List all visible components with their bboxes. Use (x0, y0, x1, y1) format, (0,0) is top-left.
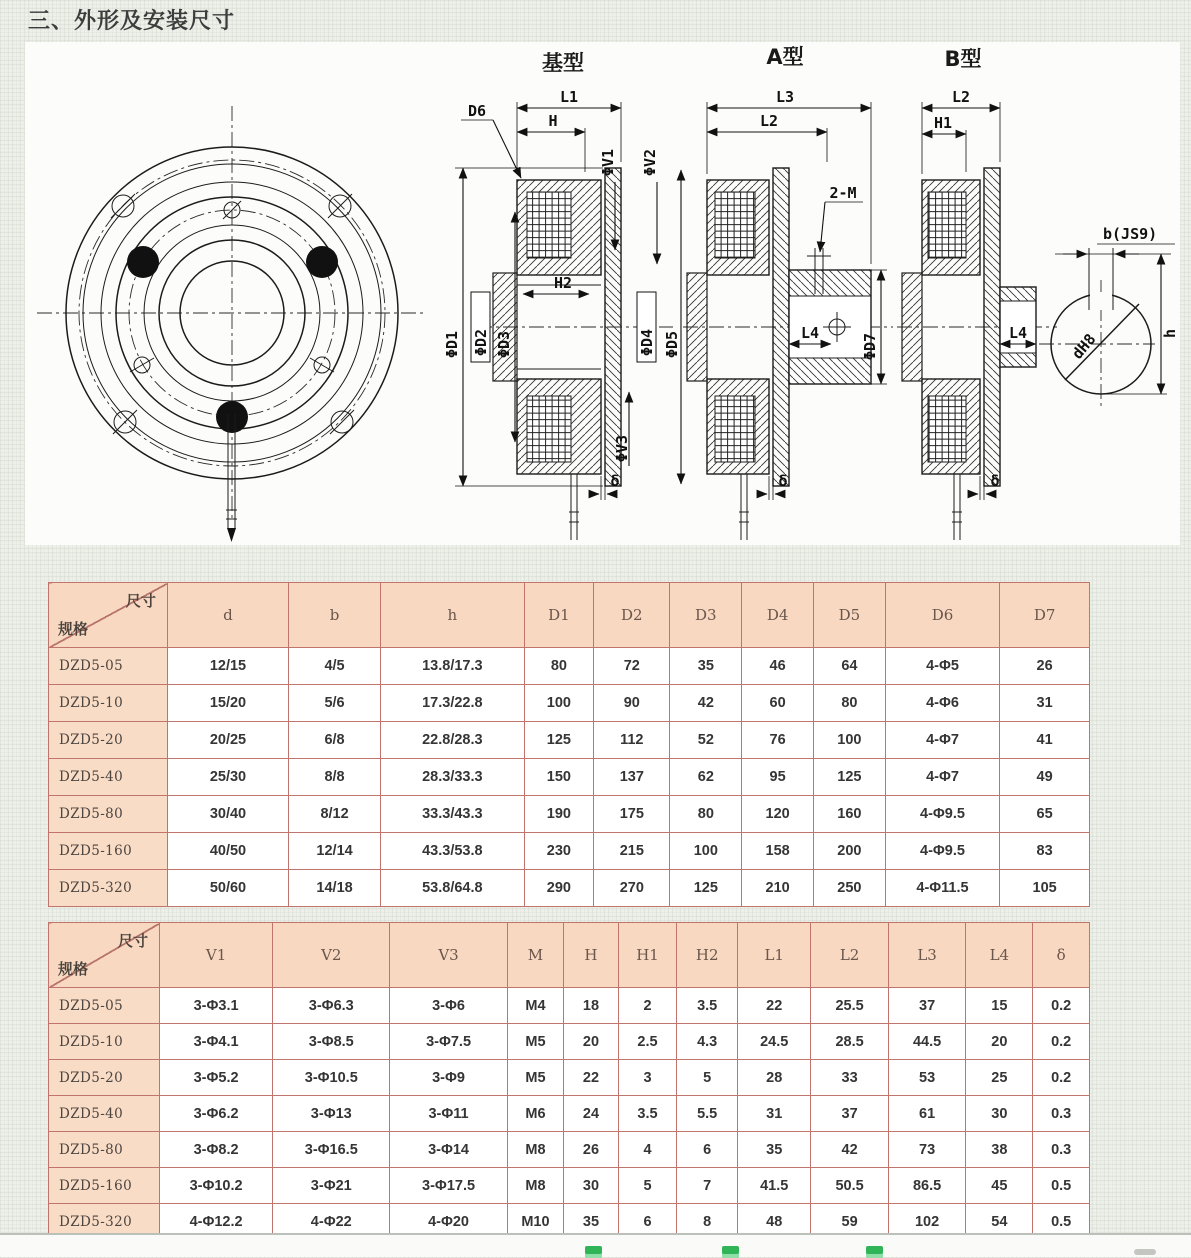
value-cell: 25.5 (811, 988, 889, 1024)
value-cell: 3-Φ3.1 (160, 988, 273, 1024)
value-cell: M10 (507, 1204, 564, 1240)
value-cell: 3-Φ8.5 (273, 1024, 390, 1060)
value-cell: 112 (594, 722, 670, 759)
value-cell: 83 (1000, 833, 1090, 870)
model-cell: DZD5-320 (49, 870, 168, 907)
value-cell: 37 (811, 1096, 889, 1132)
value-cell: 3 (618, 1060, 677, 1096)
value-cell: 65 (1000, 796, 1090, 833)
value-cell: 40/50 (167, 833, 288, 870)
dim-label-h2: H2 (553, 274, 573, 292)
header-row (49, 923, 1090, 988)
dim-label-delta-a: δ (778, 472, 788, 490)
value-cell: 0.2 (1033, 1060, 1090, 1096)
value-cell: 3-Φ14 (390, 1132, 507, 1168)
value-cell: 190 (524, 796, 594, 833)
column-header-L2: L2 (811, 923, 889, 988)
column-header-H1: H1 (618, 923, 677, 988)
value-cell: 20 (564, 1024, 618, 1060)
value-cell: 3-Φ10.5 (273, 1060, 390, 1096)
dim-label-h: H (548, 112, 558, 130)
value-cell: M6 (507, 1096, 564, 1132)
green-sheet-icon[interactable] (722, 1246, 739, 1258)
table-row (49, 1024, 1090, 1060)
column-header-L3: L3 (888, 923, 966, 988)
value-cell: 6 (618, 1204, 677, 1240)
value-cell: 48 (738, 1204, 811, 1240)
dim-label-l2-b: L2 (951, 88, 971, 106)
dim-label-h1: H1 (933, 114, 953, 132)
dim-label-l4-b: L4 (1008, 324, 1028, 342)
column-header-D7: D7 (1000, 583, 1090, 648)
model-cell: DZD5-05 (49, 648, 168, 685)
value-cell: 45 (966, 1168, 1033, 1204)
value-cell: 8/12 (289, 796, 381, 833)
value-cell: 43.3/53.8 (381, 833, 525, 870)
dim-label-l4-a: L4 (800, 324, 820, 342)
value-cell: 53.8/64.8 (381, 870, 525, 907)
column-header-b: b (289, 583, 381, 648)
dim-label-dh8: dH8 (1068, 330, 1100, 363)
table-row (49, 1168, 1090, 1204)
dim-label-v3: ΦV3 (613, 434, 631, 462)
dim-label-2m: 2-M (829, 184, 857, 202)
value-cell: 2 (618, 988, 677, 1024)
value-cell: 270 (594, 870, 670, 907)
value-cell: 3.5 (677, 988, 738, 1024)
value-cell: 150 (524, 759, 594, 796)
value-cell: 20/25 (167, 722, 288, 759)
value-cell: 160 (814, 796, 886, 833)
value-cell: 95 (742, 759, 814, 796)
length-dimensions-table (48, 922, 1090, 1240)
value-cell: 5.5 (677, 1096, 738, 1132)
dim-label-l3: L3 (775, 88, 795, 106)
model-cell: DZD5-320 (49, 1204, 160, 1240)
dim-label-v1: ΦV1 (599, 148, 617, 176)
value-cell: 3-Φ6.3 (273, 988, 390, 1024)
value-cell: 290 (524, 870, 594, 907)
value-cell: 46 (742, 648, 814, 685)
value-cell: 22 (564, 1060, 618, 1096)
model-cell: DZD5-160 (49, 833, 168, 870)
value-cell: 50.5 (811, 1168, 889, 1204)
value-cell: 100 (524, 685, 594, 722)
dim-label-b-js9: b(JS9) (1103, 225, 1158, 243)
column-header-V1: V1 (160, 923, 273, 988)
value-cell: 3-Φ21 (273, 1168, 390, 1204)
view-label-a: A型 (766, 45, 804, 69)
dim-label-l2-a: L2 (759, 112, 779, 130)
column-header-M: M (507, 923, 564, 988)
value-cell: 4-Φ5 (885, 648, 999, 685)
dim-label-v2: ΦV2 (641, 148, 659, 176)
value-cell: 12/14 (289, 833, 381, 870)
corner-size-label: 尺寸 (118, 933, 149, 950)
table-row (49, 988, 1090, 1024)
dim-label-d7: ΦD7 (861, 332, 879, 360)
table-row (49, 1060, 1090, 1096)
table2-container (48, 922, 1090, 1240)
value-cell: 80 (524, 648, 594, 685)
value-cell: 100 (814, 722, 886, 759)
page-title: 三、外形及安装尺寸 (28, 8, 236, 33)
value-cell: 31 (1000, 685, 1090, 722)
value-cell: 105 (1000, 870, 1090, 907)
value-cell: 230 (524, 833, 594, 870)
column-header-D6: D6 (885, 583, 999, 648)
value-cell: 125 (524, 722, 594, 759)
technical-drawing (25, 42, 1180, 545)
value-cell: 3-Φ8.2 (160, 1132, 273, 1168)
front-view (37, 106, 427, 542)
value-cell: 4-Φ9.5 (885, 796, 999, 833)
value-cell: 3-Φ11 (390, 1096, 507, 1132)
dim-label-h-shaft: h (1161, 328, 1179, 338)
mounting-hole-icon (111, 194, 354, 434)
corner-spec-label: 规格 (58, 621, 89, 638)
value-cell: 0.5 (1033, 1204, 1090, 1240)
value-cell: 80 (814, 685, 886, 722)
dim-label-d3: ΦD3 (495, 330, 513, 358)
value-cell: 15 (966, 988, 1033, 1024)
column-header-D2: D2 (594, 583, 670, 648)
value-cell: 30 (966, 1096, 1033, 1132)
value-cell: 125 (670, 870, 742, 907)
value-cell: 33.3/43.3 (381, 796, 525, 833)
value-cell: 26 (564, 1132, 618, 1168)
value-cell: 50/60 (167, 870, 288, 907)
value-cell: 25/30 (167, 759, 288, 796)
value-cell: 6 (677, 1132, 738, 1168)
view-label-b: B型 (944, 47, 982, 71)
column-header-V2: V2 (273, 923, 390, 988)
column-header-h: h (381, 583, 525, 648)
column-header-H2: H2 (677, 923, 738, 988)
bottom-toolbar (0, 1235, 1191, 1257)
dim-label-d5: ΦD5 (663, 330, 681, 358)
value-cell: 5 (677, 1060, 738, 1096)
value-cell: 49 (1000, 759, 1090, 796)
value-cell: 15/20 (167, 685, 288, 722)
dim-label-d1: ΦD1 (443, 330, 461, 358)
value-cell: 35 (670, 648, 742, 685)
table-row (49, 1132, 1090, 1168)
value-cell: 125 (814, 759, 886, 796)
value-cell: 90 (594, 685, 670, 722)
dim-label-d2: ΦD2 (472, 328, 490, 356)
value-cell: 42 (670, 685, 742, 722)
value-cell: 3-Φ4.1 (160, 1024, 273, 1060)
value-cell: 3-Φ17.5 (390, 1168, 507, 1204)
value-cell: 18 (564, 988, 618, 1024)
table-row (49, 1096, 1090, 1132)
value-cell: 3.5 (618, 1096, 677, 1132)
value-cell: 4-Φ22 (273, 1204, 390, 1240)
value-cell: 33 (811, 1060, 889, 1096)
dim-label-delta-base: δ (610, 472, 620, 490)
green-sheet-icon[interactable] (585, 1246, 602, 1258)
value-cell: 4-Φ20 (390, 1204, 507, 1240)
value-cell: 20 (966, 1024, 1033, 1060)
value-cell: 30 (564, 1168, 618, 1204)
column-header-L1: L1 (738, 923, 811, 988)
value-cell: 3-Φ9 (390, 1060, 507, 1096)
value-cell: 37 (888, 988, 966, 1024)
table-row (49, 759, 1090, 796)
value-cell: 24.5 (738, 1024, 811, 1060)
value-cell: 72 (594, 648, 670, 685)
drawing-panel (25, 42, 1180, 545)
value-cell: 250 (814, 870, 886, 907)
value-cell: 52 (670, 722, 742, 759)
model-cell: DZD5-80 (49, 1132, 160, 1168)
value-cell: 102 (888, 1204, 966, 1240)
value-cell: 62 (670, 759, 742, 796)
value-cell: 210 (742, 870, 814, 907)
value-cell: 38 (966, 1132, 1033, 1168)
value-cell: 4-Φ11.5 (885, 870, 999, 907)
table-row (49, 685, 1090, 722)
column-header-d: d (167, 583, 288, 648)
dim-label-d4: ΦD4 (638, 328, 656, 356)
value-cell: 17.3/22.8 (381, 685, 525, 722)
diameter-dimensions-table (48, 582, 1090, 907)
column-header-D1: D1 (524, 583, 594, 648)
value-cell: 3-Φ6.2 (160, 1096, 273, 1132)
value-cell: 5/6 (289, 685, 381, 722)
value-cell: 3-Φ10.2 (160, 1168, 273, 1204)
value-cell: 158 (742, 833, 814, 870)
shaft-key-detail (1039, 225, 1179, 410)
value-cell: 28.3/33.3 (381, 759, 525, 796)
value-cell: 175 (594, 796, 670, 833)
value-cell: 22.8/28.3 (381, 722, 525, 759)
value-cell: 137 (594, 759, 670, 796)
column-header-D4: D4 (742, 583, 814, 648)
model-cell: DZD5-160 (49, 1168, 160, 1204)
value-cell: 0.3 (1033, 1132, 1090, 1168)
value-cell: 0.3 (1033, 1096, 1090, 1132)
value-cell: 26 (1000, 648, 1090, 685)
model-cell: DZD5-20 (49, 722, 168, 759)
value-cell: 59 (811, 1204, 889, 1240)
value-cell: 86.5 (888, 1168, 966, 1204)
model-cell: DZD5-80 (49, 796, 168, 833)
value-cell: 4-Φ12.2 (160, 1204, 273, 1240)
corner-size-label: 尺寸 (125, 593, 156, 610)
value-cell: 215 (594, 833, 670, 870)
value-cell: 4-Φ6 (885, 685, 999, 722)
value-cell: 100 (670, 833, 742, 870)
value-cell: 31 (738, 1096, 811, 1132)
value-cell: 25 (966, 1060, 1033, 1096)
value-cell: M5 (507, 1024, 564, 1060)
header-row (49, 583, 1090, 648)
value-cell: 120 (742, 796, 814, 833)
model-cell: DZD5-40 (49, 1096, 160, 1132)
value-cell: 41 (1000, 722, 1090, 759)
value-cell: 64 (814, 648, 886, 685)
view-label-base: 基型 (542, 51, 584, 75)
corner-spec-label: 规格 (58, 961, 89, 978)
column-header-D5: D5 (814, 583, 886, 648)
value-cell: 3-Φ16.5 (273, 1132, 390, 1168)
value-cell: 8 (677, 1204, 738, 1240)
value-cell: 8/8 (289, 759, 381, 796)
model-cell: DZD5-20 (49, 1060, 160, 1096)
value-cell: 12/15 (167, 648, 288, 685)
table-corner-header (49, 923, 160, 988)
value-cell: 14/18 (289, 870, 381, 907)
value-cell: 76 (742, 722, 814, 759)
section-view-b (897, 47, 1057, 540)
value-cell: 42 (811, 1132, 889, 1168)
model-cell: DZD5-10 (49, 1024, 160, 1060)
value-cell: 4 (618, 1132, 677, 1168)
model-cell: DZD5-10 (49, 685, 168, 722)
value-cell: M5 (507, 1060, 564, 1096)
value-cell: 28 (738, 1060, 811, 1096)
column-header-D3: D3 (670, 583, 742, 648)
value-cell: 4-Φ7 (885, 722, 999, 759)
value-cell: 4.3 (677, 1024, 738, 1060)
model-cell: DZD5-40 (49, 759, 168, 796)
value-cell: 2.5 (618, 1024, 677, 1060)
column-header-V3: V3 (390, 923, 507, 988)
value-cell: 44.5 (888, 1024, 966, 1060)
value-cell: 35 (738, 1132, 811, 1168)
value-cell: 61 (888, 1096, 966, 1132)
value-cell: 53 (888, 1060, 966, 1096)
value-cell: M8 (507, 1132, 564, 1168)
value-cell: 4/5 (289, 648, 381, 685)
filled-hole-icon (127, 246, 338, 433)
value-cell: 4-Φ7 (885, 759, 999, 796)
value-cell: 3-Φ5.2 (160, 1060, 273, 1096)
table-row (49, 833, 1090, 870)
value-cell: M8 (507, 1168, 564, 1204)
table-row (49, 796, 1090, 833)
model-cell: DZD5-05 (49, 988, 160, 1024)
value-cell: 60 (742, 685, 814, 722)
dim-label-l1: L1 (559, 88, 579, 106)
dim-label-delta-b: δ (990, 472, 1000, 490)
value-cell: 24 (564, 1096, 618, 1132)
value-cell: 0.2 (1033, 988, 1090, 1024)
table-corner-header (49, 583, 168, 648)
green-sheet-icon[interactable] (866, 1246, 883, 1258)
lead-wire (226, 414, 237, 542)
table-row (49, 722, 1090, 759)
column-header-L4: L4 (966, 923, 1033, 988)
value-cell: 22 (738, 988, 811, 1024)
table1-container (48, 582, 1090, 907)
value-cell: 3-Φ13 (273, 1096, 390, 1132)
value-cell: 30/40 (167, 796, 288, 833)
table-row (49, 648, 1090, 685)
value-cell: M4 (507, 988, 564, 1024)
section-view-a (637, 45, 893, 540)
value-cell: 200 (814, 833, 886, 870)
column-header-δ: δ (1033, 923, 1090, 988)
value-cell: 3-Φ6 (390, 988, 507, 1024)
value-cell: 80 (670, 796, 742, 833)
value-cell: 35 (564, 1204, 618, 1240)
table-row (49, 870, 1090, 907)
value-cell: 41.5 (738, 1168, 811, 1204)
value-cell: 7 (677, 1168, 738, 1204)
value-cell: 28.5 (811, 1024, 889, 1060)
value-cell: 5 (618, 1168, 677, 1204)
column-header-H: H (564, 923, 618, 988)
value-cell: 54 (966, 1204, 1033, 1240)
value-cell: 73 (888, 1132, 966, 1168)
value-cell: 13.8/17.3 (381, 648, 525, 685)
value-cell: 6/8 (289, 722, 381, 759)
gray-more-icon[interactable] (1134, 1249, 1156, 1255)
value-cell: 0.2 (1033, 1024, 1090, 1060)
dim-label-d6: D6 (467, 102, 487, 120)
value-cell: 0.5 (1033, 1168, 1090, 1204)
value-cell: 4-Φ9.5 (885, 833, 999, 870)
value-cell: 3-Φ7.5 (390, 1024, 507, 1060)
